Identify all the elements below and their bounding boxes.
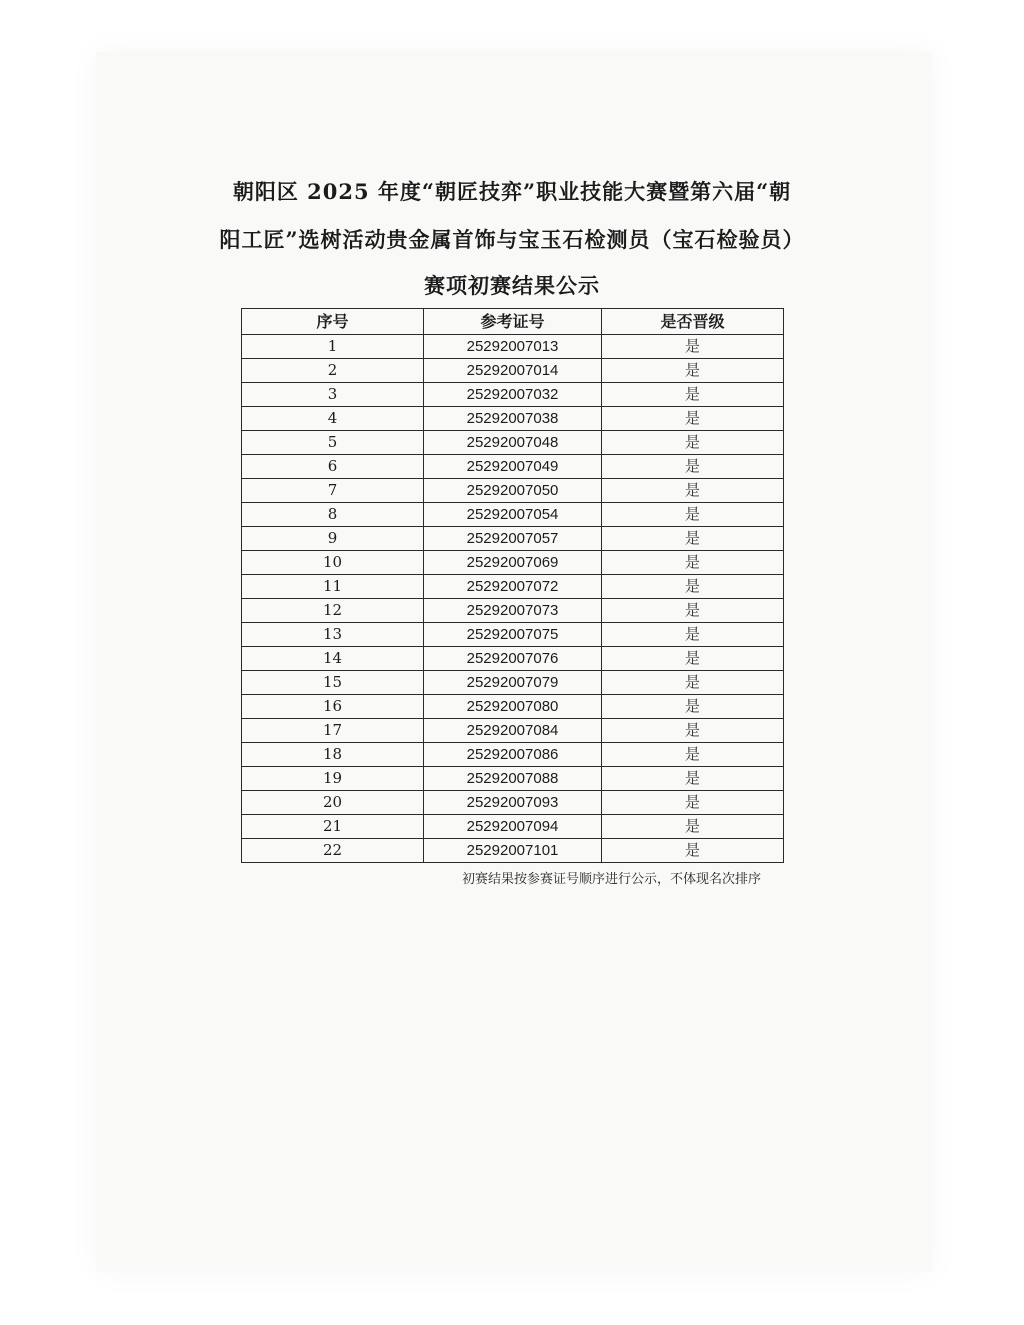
results-table-body	[242, 335, 784, 863]
cell-advance-status: 是	[602, 383, 784, 407]
cell-serial-number: 11	[242, 575, 424, 599]
table-row	[242, 839, 784, 863]
cell-serial-number: 12	[242, 599, 424, 623]
table-row	[242, 647, 784, 671]
table-row	[242, 743, 784, 767]
cell-ticket-number: 25292007084	[424, 719, 602, 743]
cell-ticket-number: 25292007076	[424, 647, 602, 671]
cell-ticket-number: 25292007050	[424, 479, 602, 503]
table-row	[242, 527, 784, 551]
table-row	[242, 551, 784, 575]
cell-serial-number: 16	[242, 695, 424, 719]
cell-serial-number: 8	[242, 503, 424, 527]
header-serial-number: 序号	[242, 309, 424, 335]
cell-serial-number: 9	[242, 527, 424, 551]
cell-ticket-number: 25292007073	[424, 599, 602, 623]
cell-serial-number: 20	[242, 791, 424, 815]
table-row	[242, 431, 784, 455]
cell-advance-status: 是	[602, 575, 784, 599]
cell-ticket-number: 25292007080	[424, 695, 602, 719]
cell-advance-status: 是	[602, 503, 784, 527]
results-table	[241, 308, 784, 863]
cell-ticket-number: 25292007093	[424, 791, 602, 815]
cell-serial-number: 13	[242, 623, 424, 647]
cell-ticket-number: 25292007057	[424, 527, 602, 551]
cell-ticket-number: 25292007054	[424, 503, 602, 527]
cell-advance-status: 是	[602, 719, 784, 743]
table-row	[242, 623, 784, 647]
table-row	[242, 695, 784, 719]
cell-advance-status: 是	[602, 671, 784, 695]
cell-advance-status: 是	[602, 767, 784, 791]
cell-serial-number: 10	[242, 551, 424, 575]
table-row	[242, 575, 784, 599]
table-row	[242, 503, 784, 527]
table-row	[242, 335, 784, 359]
cell-ticket-number: 25292007079	[424, 671, 602, 695]
cell-serial-number: 1	[242, 335, 424, 359]
cell-advance-status: 是	[602, 599, 784, 623]
cell-serial-number: 2	[242, 359, 424, 383]
cell-serial-number: 17	[242, 719, 424, 743]
cell-ticket-number: 25292007086	[424, 743, 602, 767]
cell-serial-number: 6	[242, 455, 424, 479]
cell-advance-status: 是	[602, 839, 784, 863]
cell-advance-status: 是	[602, 623, 784, 647]
cell-ticket-number: 25292007072	[424, 575, 602, 599]
cell-ticket-number: 25292007038	[424, 407, 602, 431]
cell-serial-number: 15	[242, 671, 424, 695]
table-row	[242, 791, 784, 815]
cell-ticket-number: 25292007013	[424, 335, 602, 359]
cell-ticket-number: 25292007032	[424, 383, 602, 407]
cell-serial-number: 19	[242, 767, 424, 791]
cell-serial-number: 18	[242, 743, 424, 767]
cell-serial-number: 4	[242, 407, 424, 431]
cell-serial-number: 5	[242, 431, 424, 455]
cell-ticket-number: 25292007069	[424, 551, 602, 575]
table-row	[242, 383, 784, 407]
footnote: 初赛结果按参赛证号顺序进行公示，不体现名次排序	[462, 872, 762, 887]
header-advance-status: 是否晋级	[602, 309, 784, 335]
cell-advance-status: 是	[602, 335, 784, 359]
cell-serial-number: 22	[242, 839, 424, 863]
cell-advance-status: 是	[602, 479, 784, 503]
cell-advance-status: 是	[602, 359, 784, 383]
cell-serial-number: 7	[242, 479, 424, 503]
table-row	[242, 479, 784, 503]
cell-ticket-number: 25292007014	[424, 359, 602, 383]
cell-advance-status: 是	[602, 743, 784, 767]
cell-advance-status: 是	[602, 647, 784, 671]
cell-advance-status: 是	[602, 527, 784, 551]
table-header-row	[242, 309, 784, 335]
cell-ticket-number: 25292007075	[424, 623, 602, 647]
document-title-line-1: 朝阳区 2025 年度“朝匠技弈”职业技能大赛暨第六届“朝	[232, 179, 792, 204]
cell-advance-status: 是	[602, 815, 784, 839]
cell-advance-status: 是	[602, 791, 784, 815]
table-row	[242, 455, 784, 479]
cell-ticket-number: 25292007094	[424, 815, 602, 839]
cell-ticket-number: 25292007048	[424, 431, 602, 455]
table-row	[242, 719, 784, 743]
cell-serial-number: 14	[242, 647, 424, 671]
cell-ticket-number: 25292007088	[424, 767, 602, 791]
header-ticket-number: 参考证号	[424, 309, 602, 335]
document-title-line-2: 阳工匠”选树活动贵金属首饰与宝玉石检测员（宝石检验员）	[219, 227, 805, 252]
cell-ticket-number: 25292007049	[424, 455, 602, 479]
document-title-line-3: 赛项初赛结果公示	[424, 273, 600, 298]
cell-advance-status: 是	[602, 551, 784, 575]
cell-advance-status: 是	[602, 431, 784, 455]
table-row	[242, 407, 784, 431]
cell-ticket-number: 25292007101	[424, 839, 602, 863]
table-row	[242, 767, 784, 791]
cell-serial-number: 21	[242, 815, 424, 839]
cell-advance-status: 是	[602, 407, 784, 431]
cell-serial-number: 3	[242, 383, 424, 407]
table-row	[242, 815, 784, 839]
cell-advance-status: 是	[602, 695, 784, 719]
table-row	[242, 359, 784, 383]
cell-advance-status: 是	[602, 455, 784, 479]
table-row	[242, 599, 784, 623]
table-row	[242, 671, 784, 695]
